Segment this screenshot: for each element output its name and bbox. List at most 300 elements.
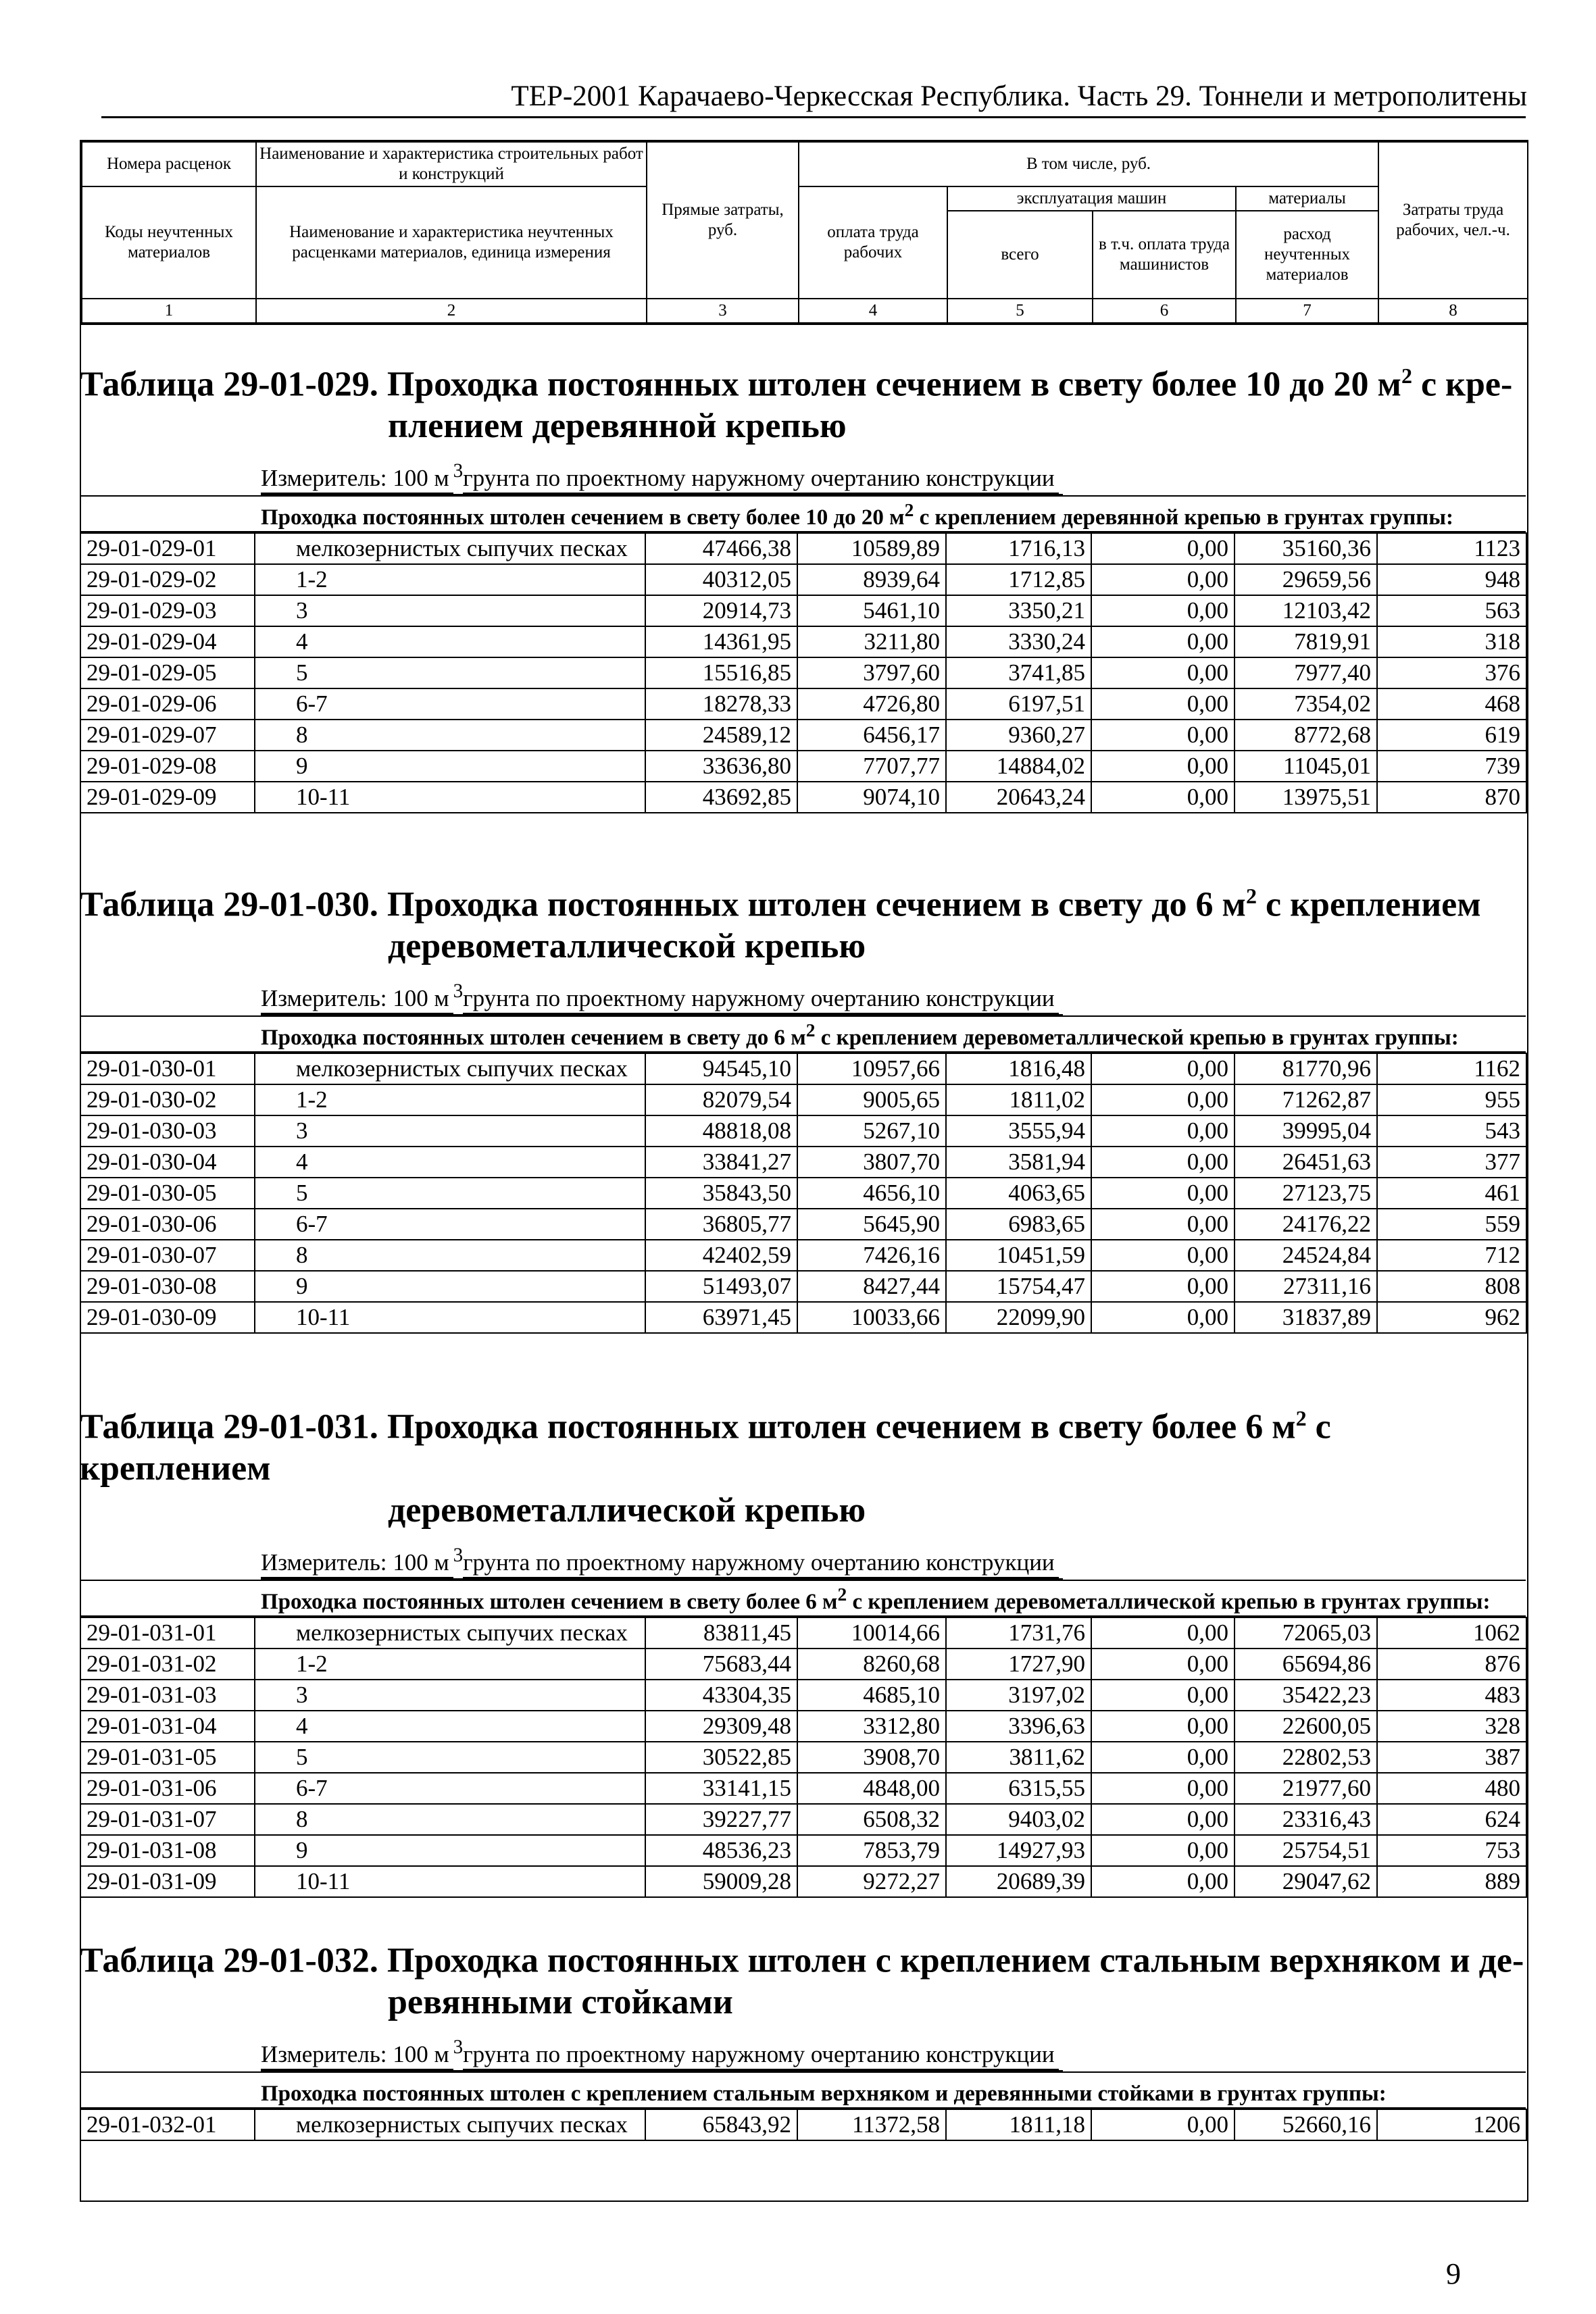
row-hours: 619: [1377, 720, 1526, 751]
row-materials: 29047,62: [1235, 1866, 1377, 1897]
table-row: [80, 1617, 1526, 1649]
row-operators: 0,00: [1091, 595, 1235, 626]
row-materials: 24176,22: [1235, 1209, 1377, 1240]
table-row: [80, 626, 1526, 657]
row-code: 29-01-029-05: [80, 657, 255, 688]
group-pre: Проходка постоянных штолен с креплением стальным верхняком и деревянными стойками в грунтах группы:: [261, 2081, 1387, 2106]
row-direct: 42402,59: [645, 1240, 797, 1271]
row-code: 29-01-030-06: [80, 1209, 255, 1240]
row-name: мелкозернистых сыпучих песках: [255, 533, 645, 564]
row-name: 6-7: [255, 1773, 645, 1804]
row-name: 9: [255, 1271, 645, 1302]
row-operators: 0,00: [1091, 1617, 1235, 1649]
row-hours: 563: [1377, 595, 1526, 626]
row-operators: 0,00: [1091, 782, 1235, 813]
row-machines: 3330,24: [946, 626, 1091, 657]
row-name: 8: [255, 1804, 645, 1835]
row-direct: 30522,85: [645, 1742, 797, 1773]
row-hours: 1062: [1377, 1617, 1526, 1649]
data-table: [80, 2109, 1527, 2141]
table-group-heading: [80, 497, 1526, 532]
row-code: 29-01-030-01: [80, 1053, 255, 1084]
meter-pre: Измеритель: 100 м: [261, 2040, 453, 2070]
row-direct: 29309,48: [645, 1711, 797, 1742]
row-labor: 10014,66: [797, 1617, 946, 1649]
row-labor: 5267,10: [797, 1115, 946, 1147]
row-hours: 1123: [1377, 533, 1526, 564]
table-title-tail: с кре-: [1412, 365, 1513, 404]
row-direct: 33141,15: [645, 1773, 797, 1804]
row-hours: 468: [1377, 688, 1526, 720]
row-materials: 27123,75: [1235, 1178, 1377, 1209]
page-header: ТЕР-2001 Карачаево-Черкесская Республика. Часть 29. Тоннели и метрополитены: [511, 80, 1527, 112]
row-operators: 0,00: [1091, 1084, 1235, 1115]
table-title: [80, 1931, 1526, 2023]
row-code: 29-01-031-02: [80, 1649, 255, 1680]
row-labor: 7426,16: [797, 1240, 946, 1271]
row-materials: 25754,51: [1235, 1835, 1377, 1866]
row-direct: 35843,50: [645, 1178, 797, 1209]
row-labor: 3797,60: [797, 657, 946, 688]
row-materials: 7977,40: [1235, 657, 1377, 688]
row-machines: 14884,02: [946, 751, 1091, 782]
row-operators: 0,00: [1091, 1271, 1235, 1302]
row-machines: 3197,02: [946, 1680, 1091, 1711]
row-labor: 3908,70: [797, 1742, 946, 1773]
meter-post: грунта по проектному наружному очертанию конструкции: [463, 984, 1058, 1014]
group-post: с креплением деревометаллической крепью в грунтах группы:: [847, 1589, 1491, 1614]
table-row: [80, 688, 1526, 720]
row-labor: 6456,17: [797, 720, 946, 751]
row-operators: 0,00: [1091, 1115, 1235, 1147]
row-labor: 3211,80: [797, 626, 946, 657]
row-materials: 39995,04: [1235, 1115, 1377, 1147]
row-name: мелкозернистых сыпучих песках: [255, 1617, 645, 1649]
row-operators: 0,00: [1091, 564, 1235, 595]
table-row: [80, 564, 1526, 595]
row-machines: 6315,55: [946, 1773, 1091, 1804]
col-hours: Затраты труда рабочих, чел.-ч.: [1378, 142, 1528, 299]
row-machines: 4063,65: [946, 1178, 1091, 1209]
row-code: 29-01-030-02: [80, 1084, 255, 1115]
row-labor: 3312,80: [797, 1711, 946, 1742]
row-materials: 13975,51: [1235, 782, 1377, 813]
table-row: [80, 533, 1526, 564]
row-operators: 0,00: [1091, 1240, 1235, 1271]
row-direct: 33841,27: [645, 1147, 797, 1178]
table-row: [80, 1680, 1526, 1711]
row-operators: 0,00: [1091, 1649, 1235, 1680]
row-machines: 3396,63: [946, 1711, 1091, 1742]
table-group-heading: [80, 2073, 1526, 2109]
data-table: [80, 1053, 1527, 1334]
data-table: [80, 1617, 1527, 1898]
column-header: [80, 140, 1528, 325]
row-hours: 808: [1377, 1271, 1526, 1302]
row-code: 29-01-031-04: [80, 1711, 255, 1742]
col-machines-total: всего: [947, 211, 1093, 299]
table-title-rest: плением деревянной крепью: [388, 407, 847, 446]
table-row: [80, 1147, 1526, 1178]
row-code: 29-01-031-01: [80, 1617, 255, 1649]
row-operators: 0,00: [1091, 657, 1235, 688]
table-title: [80, 875, 1526, 967]
row-hours: 876: [1377, 1649, 1526, 1680]
row-hours: 712: [1377, 1240, 1526, 1271]
table-row: [80, 2109, 1526, 2140]
section-030: [80, 875, 1526, 1334]
col-number-4: 4: [799, 299, 947, 323]
row-name: 9: [255, 751, 645, 782]
group-post: с креплением деревянной крепью в грунтах группы:: [914, 505, 1453, 530]
row-machines: 10451,59: [946, 1240, 1091, 1271]
row-code: 29-01-031-06: [80, 1773, 255, 1804]
table-row: [80, 1053, 1526, 1084]
row-materials: 22600,05: [1235, 1711, 1377, 1742]
table-title: [80, 355, 1526, 447]
row-labor: 4685,10: [797, 1680, 946, 1711]
row-labor: 10589,89: [797, 533, 946, 564]
row-materials: 31837,89: [1235, 1302, 1377, 1333]
row-operators: 0,00: [1091, 751, 1235, 782]
meter-post: грунта по проектному наружному очертанию конструкции: [463, 464, 1058, 494]
row-machines: 3555,94: [946, 1115, 1091, 1147]
row-code: 29-01-031-08: [80, 1835, 255, 1866]
row-machines: 3741,85: [946, 657, 1091, 688]
table-meter: [80, 457, 1526, 497]
row-code: 29-01-031-03: [80, 1680, 255, 1711]
row-code: 29-01-031-05: [80, 1742, 255, 1773]
row-labor: 7853,79: [797, 1835, 946, 1866]
row-operators: 0,00: [1091, 1209, 1235, 1240]
col-code-bottom: Коды неучтенных материалов: [82, 186, 256, 299]
row-direct: 24589,12: [645, 720, 797, 751]
row-code: 29-01-031-09: [80, 1866, 255, 1897]
table-row: [80, 657, 1526, 688]
table-row: [80, 1115, 1526, 1147]
group-post: с креплением деревометаллической крепью в грунтах группы:: [815, 1025, 1459, 1050]
page-number: 9: [1446, 2257, 1461, 2290]
row-name: 4: [255, 626, 645, 657]
row-name: 3: [255, 595, 645, 626]
table-title-main: Таблица 29-01-030. Проходка постоянных штолен сечением в свету до 6 м: [80, 885, 1246, 924]
row-hours: 480: [1377, 1773, 1526, 1804]
row-materials: 24524,84: [1235, 1240, 1377, 1271]
row-name: 8: [255, 720, 645, 751]
table-row: [80, 1178, 1526, 1209]
meter-sup: 3: [453, 460, 464, 482]
row-hours: 739: [1377, 751, 1526, 782]
col-machines-title: эксплуатация машин: [947, 186, 1236, 211]
table-meter: [80, 1541, 1526, 1581]
row-direct: 83811,45: [645, 1617, 797, 1649]
row-hours: 870: [1377, 782, 1526, 813]
row-materials: 71262,87: [1235, 1084, 1377, 1115]
row-direct: 63971,45: [645, 1302, 797, 1333]
row-materials: 65694,86: [1235, 1649, 1377, 1680]
table-title-sup: 2: [1401, 363, 1412, 388]
col-number-7: 7: [1236, 299, 1378, 323]
row-machines: 14927,93: [946, 1835, 1091, 1866]
row-code: 29-01-030-09: [80, 1302, 255, 1333]
row-direct: 39227,77: [645, 1804, 797, 1835]
row-operators: 0,00: [1091, 1302, 1235, 1333]
row-machines: 1811,02: [946, 1084, 1091, 1115]
row-direct: 14361,95: [645, 626, 797, 657]
group-sup: 2: [904, 499, 914, 520]
table-row: [80, 1711, 1526, 1742]
table-title-main: Таблица 29-01-032. Проходка постоянных штолен с креплением стальным верхняком и де-: [80, 1941, 1524, 1980]
row-code: 29-01-031-07: [80, 1804, 255, 1835]
table-title-tail: с креплением: [1256, 885, 1481, 924]
table-row: [80, 782, 1526, 813]
row-direct: 82079,54: [645, 1084, 797, 1115]
row-code: 29-01-030-08: [80, 1271, 255, 1302]
row-machines: 3811,62: [946, 1742, 1091, 1773]
row-name: 5: [255, 657, 645, 688]
row-materials: 35160,36: [1235, 533, 1377, 564]
row-name: 6-7: [255, 688, 645, 720]
meter-pre: Измеритель: 100 м: [261, 984, 453, 1014]
table-row: [80, 1649, 1526, 1680]
row-operators: 0,00: [1091, 1711, 1235, 1742]
row-machines: 1731,76: [946, 1617, 1091, 1649]
row-name: 1-2: [255, 1084, 645, 1115]
row-hours: 624: [1377, 1804, 1526, 1835]
table-row: [80, 1302, 1526, 1333]
row-machines: 3350,21: [946, 595, 1091, 626]
col-materials: расход неучтенных материалов: [1236, 211, 1378, 299]
row-labor: 4726,80: [797, 688, 946, 720]
row-hours: 1206: [1377, 2109, 1526, 2140]
row-labor: 6508,32: [797, 1804, 946, 1835]
row-operators: 0,00: [1091, 1866, 1235, 1897]
row-materials: 35422,23: [1235, 1680, 1377, 1711]
row-direct: 51493,07: [645, 1271, 797, 1302]
group-pre: Проходка постоянных штолен сечением в свету до 6 м: [261, 1025, 806, 1050]
row-labor: 10033,66: [797, 1302, 946, 1333]
row-machines: 9360,27: [946, 720, 1091, 751]
table-meter: [80, 977, 1526, 1017]
row-hours: 318: [1377, 626, 1526, 657]
row-name: 5: [255, 1742, 645, 1773]
row-machines: 1727,90: [946, 1649, 1091, 1680]
section-029: [80, 355, 1526, 813]
row-materials: 21977,60: [1235, 1773, 1377, 1804]
row-hours: 1162: [1377, 1053, 1526, 1084]
row-code: 29-01-029-04: [80, 626, 255, 657]
row-materials: 11045,01: [1235, 751, 1377, 782]
row-machines: 3581,94: [946, 1147, 1091, 1178]
row-code: 29-01-029-08: [80, 751, 255, 782]
row-operators: 0,00: [1091, 1178, 1235, 1209]
row-labor: 3807,70: [797, 1147, 946, 1178]
table-row: [80, 1866, 1526, 1897]
row-materials: 26451,63: [1235, 1147, 1377, 1178]
header-rule: [101, 116, 1526, 118]
row-code: 29-01-029-02: [80, 564, 255, 595]
group-sup: 2: [805, 1019, 816, 1040]
row-labor: 4656,10: [797, 1178, 946, 1209]
table-title: [80, 1397, 1526, 1532]
row-hours: 461: [1377, 1178, 1526, 1209]
row-code: 29-01-029-06: [80, 688, 255, 720]
row-code: 29-01-030-03: [80, 1115, 255, 1147]
row-operators: 0,00: [1091, 720, 1235, 751]
row-materials: 23316,43: [1235, 1804, 1377, 1835]
row-machines: 6197,51: [946, 688, 1091, 720]
table-row: [80, 751, 1526, 782]
row-labor: 8260,68: [797, 1649, 946, 1680]
table-row: [80, 1084, 1526, 1115]
row-materials: 7354,02: [1235, 688, 1377, 720]
row-labor: 7707,77: [797, 751, 946, 782]
row-machines: 1811,18: [946, 2109, 1091, 2140]
row-materials: 81770,96: [1235, 1053, 1377, 1084]
row-labor: 4848,00: [797, 1773, 946, 1804]
table-row: [80, 1804, 1526, 1835]
col-operators: в т.ч. оплата труда машинистов: [1093, 211, 1236, 299]
row-code: 29-01-029-07: [80, 720, 255, 751]
row-name: 10-11: [255, 1302, 645, 1333]
row-hours: 328: [1377, 1711, 1526, 1742]
table-title-main: Таблица 29-01-031. Проходка постоянных штолен сечением в свету более 6 м: [80, 1407, 1296, 1447]
row-direct: 75683,44: [645, 1649, 797, 1680]
table-meter: [80, 2033, 1526, 2073]
row-code: 29-01-030-07: [80, 1240, 255, 1271]
col-direct: Прямые затраты, руб.: [647, 142, 799, 299]
table-row: [80, 720, 1526, 751]
col-name-top: Наименование и характеристика строительных работ и конструкций: [256, 142, 647, 186]
row-operators: 0,00: [1091, 1742, 1235, 1773]
meter-post: грунта по проектному наружному очертанию конструкции: [463, 2040, 1058, 2070]
row-direct: 33636,80: [645, 751, 797, 782]
table-row: [80, 1773, 1526, 1804]
row-labor: 11372,58: [797, 2109, 946, 2140]
row-direct: 65843,92: [645, 2109, 797, 2140]
row-operators: 0,00: [1091, 533, 1235, 564]
row-direct: 15516,85: [645, 657, 797, 688]
table-row: [80, 595, 1526, 626]
row-direct: 36805,77: [645, 1209, 797, 1240]
row-name: 9: [255, 1835, 645, 1866]
row-direct: 40312,05: [645, 564, 797, 595]
row-hours: 753: [1377, 1835, 1526, 1866]
row-machines: 22099,90: [946, 1302, 1091, 1333]
row-machines: 1816,48: [946, 1053, 1091, 1084]
row-operators: 0,00: [1091, 2109, 1235, 2140]
table-row: [80, 1271, 1526, 1302]
row-materials: 29659,56: [1235, 564, 1377, 595]
row-hours: 377: [1377, 1147, 1526, 1178]
row-operators: 0,00: [1091, 688, 1235, 720]
row-hours: 889: [1377, 1866, 1526, 1897]
row-operators: 0,00: [1091, 1680, 1235, 1711]
row-materials: 22802,53: [1235, 1742, 1377, 1773]
row-materials: 12103,42: [1235, 595, 1377, 626]
row-labor: 5645,90: [797, 1209, 946, 1240]
row-name: 5: [255, 1178, 645, 1209]
row-materials: 72065,03: [1235, 1617, 1377, 1649]
meter-sup: 3: [453, 980, 464, 1003]
meter-sup: 3: [453, 2036, 464, 2059]
row-machines: 1712,85: [946, 564, 1091, 595]
row-direct: 43692,85: [645, 782, 797, 813]
row-materials: 52660,16: [1235, 2109, 1377, 2140]
row-machines: 15754,47: [946, 1271, 1091, 1302]
table-title-tail: с креплением: [80, 1407, 1331, 1488]
table-group-heading: [80, 1581, 1526, 1617]
section-032: [80, 1931, 1526, 2141]
data-table: [80, 532, 1527, 813]
row-hours: 962: [1377, 1302, 1526, 1333]
row-name: мелкозернистых сыпучих песках: [255, 2109, 645, 2140]
row-hours: 376: [1377, 657, 1526, 688]
row-labor: 10957,66: [797, 1053, 946, 1084]
col-number-1: 1: [82, 299, 256, 323]
row-name: 8: [255, 1240, 645, 1271]
row-operators: 0,00: [1091, 1053, 1235, 1084]
col-materials-title: материалы: [1236, 186, 1378, 211]
row-name: 1-2: [255, 564, 645, 595]
row-code: 29-01-029-03: [80, 595, 255, 626]
row-operators: 0,00: [1091, 626, 1235, 657]
row-labor: 5461,10: [797, 595, 946, 626]
row-direct: 20914,73: [645, 595, 797, 626]
row-machines: 9403,02: [946, 1804, 1091, 1835]
table-title-rest: деревометаллической крепью: [388, 1491, 866, 1530]
row-hours: 543: [1377, 1115, 1526, 1147]
row-name: 4: [255, 1147, 645, 1178]
row-name: 10-11: [255, 1866, 645, 1897]
row-hours: 559: [1377, 1209, 1526, 1240]
col-group-title: В том числе, руб.: [799, 142, 1378, 186]
row-hours: 483: [1377, 1680, 1526, 1711]
row-hours: 948: [1377, 564, 1526, 595]
row-name: 3: [255, 1680, 645, 1711]
row-name: 1-2: [255, 1649, 645, 1680]
row-direct: 48818,08: [645, 1115, 797, 1147]
table-row: [80, 1742, 1526, 1773]
row-direct: 47466,38: [645, 533, 797, 564]
row-direct: 18278,33: [645, 688, 797, 720]
row-labor: 8939,64: [797, 564, 946, 595]
row-direct: 94545,10: [645, 1053, 797, 1084]
meter-pre: Измеритель: 100 м: [261, 1549, 453, 1578]
group-sup: 2: [837, 1583, 847, 1605]
row-name: 4: [255, 1711, 645, 1742]
col-number-5: 5: [947, 299, 1093, 323]
row-code: 29-01-029-01: [80, 533, 255, 564]
table-row: [80, 1240, 1526, 1271]
meter-sup: 3: [453, 1544, 464, 1567]
meter-pre: Измеритель: 100 м: [261, 464, 453, 494]
col-labor: оплата труда рабочих: [799, 186, 947, 299]
row-direct: 59009,28: [645, 1866, 797, 1897]
row-name: 3: [255, 1115, 645, 1147]
group-pre: Проходка постоянных штолен сечением в свету более 10 до 20 м: [261, 505, 905, 530]
row-name: мелкозернистых сыпучих песках: [255, 1053, 645, 1084]
row-machines: 20643,24: [946, 782, 1091, 813]
table-title-rest: ревянными стойками: [388, 1983, 733, 2022]
row-direct: 43304,35: [645, 1680, 797, 1711]
table-title-main: Таблица 29-01-029. Проходка постоянных штолен сечением в свету более 10 до 20 м: [80, 365, 1401, 404]
row-operators: 0,00: [1091, 1835, 1235, 1866]
group-pre: Проходка постоянных штолен сечением в свету более 6 м: [261, 1589, 838, 1614]
meter-post: грунта по проектному наружному очертанию конструкции: [463, 1549, 1058, 1578]
col-number-3: 3: [647, 299, 799, 323]
col-name-bottom: Наименование и характеристика неучтенных расценками материалов, единица измерения: [256, 186, 647, 299]
